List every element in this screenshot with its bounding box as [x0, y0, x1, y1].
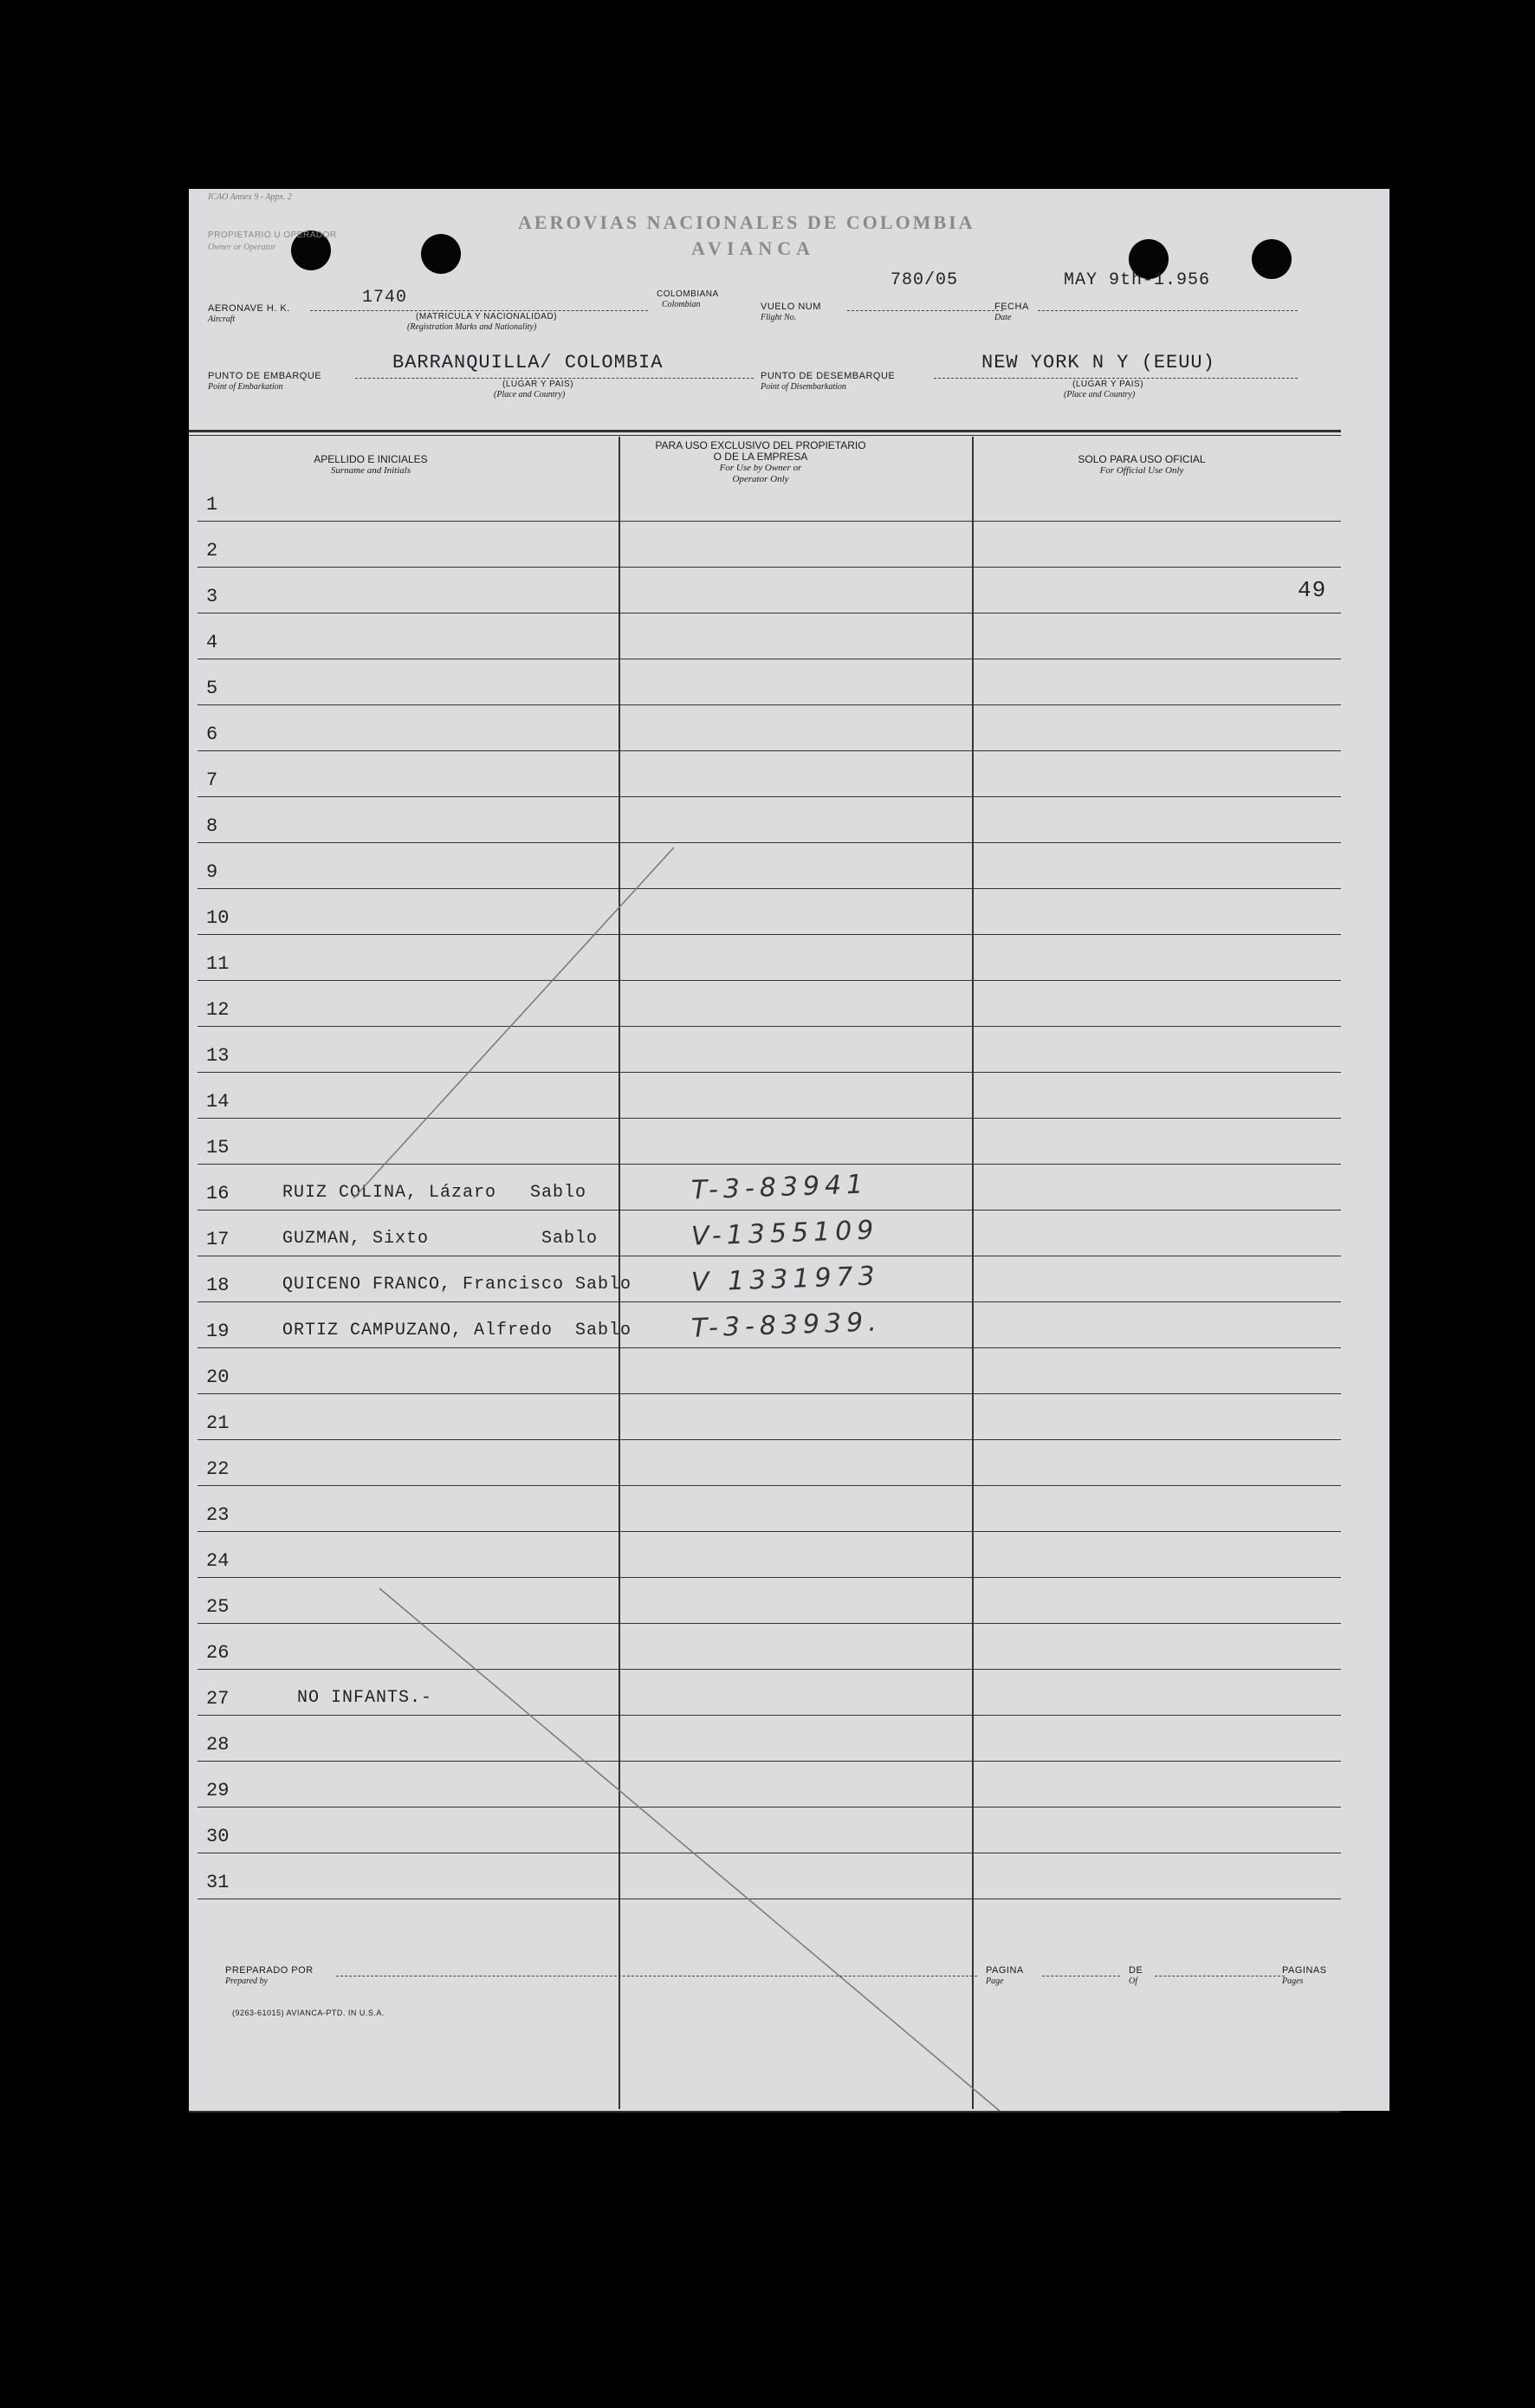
row-number: 23 — [206, 1504, 230, 1526]
row-number: 5 — [206, 678, 218, 699]
aircraft-label: AERONAVE H. K. — [208, 303, 290, 314]
airline-brand: AVIANCA — [691, 237, 816, 259]
official-use-entry: 49 — [1298, 577, 1327, 603]
row-number: 29 — [206, 1780, 230, 1801]
of-label: DE — [1129, 1965, 1143, 1976]
col1-sub: Surname and Initials — [330, 465, 411, 476]
row-number: 28 — [206, 1734, 230, 1756]
row-number: 8 — [206, 815, 218, 837]
row-number: 22 — [206, 1458, 230, 1480]
passenger-name: ORTIZ CAMPUZANO, Alfredo Sablo — [282, 1321, 632, 1340]
place2-label: (LUGAR Y PAIS) — [1072, 380, 1144, 389]
footer-rule — [189, 2111, 1341, 2113]
row-number: 9 — [206, 861, 218, 883]
pages-label: PAGINAS — [1282, 1965, 1327, 1976]
row-number: 17 — [206, 1229, 230, 1250]
row-number: 25 — [206, 1596, 230, 1618]
disembark-label: PUNTO DE DESEMBARQUE — [761, 371, 896, 381]
row-number: 1 — [206, 494, 218, 516]
row-number: 21 — [206, 1412, 230, 1434]
col3-title: SOLO PARA USO OFICIAL — [1078, 453, 1206, 465]
passenger-name: GUZMAN, Sixto Sablo — [282, 1229, 599, 1249]
owner-label: PROPIETARIO U OPERADOR — [208, 230, 337, 240]
page-label: PAGINA — [986, 1965, 1024, 1976]
passenger-name: QUICENO FRANCO, Francisco Sablo — [282, 1275, 632, 1295]
date-sub: Date — [994, 313, 1012, 322]
registration-label: (MATRICULA Y NACIONALIDAD) — [416, 312, 558, 321]
place-label: (LUGAR Y PAIS) — [502, 380, 574, 389]
flight-value: 780/05 — [891, 270, 959, 290]
col2-sub: For Use by Owner or Operator Only — [719, 463, 802, 484]
embark-label: PUNTO DE EMBARQUE — [208, 371, 322, 381]
row-number: 2 — [206, 540, 218, 561]
row-number: 26 — [206, 1642, 230, 1664]
disembark-value: NEW YORK N Y (EEUU) — [981, 352, 1215, 373]
row-number: 14 — [206, 1091, 230, 1113]
row-number: 13 — [206, 1045, 230, 1067]
embark-sub: Point of Embarkation — [208, 382, 283, 392]
row-number: 16 — [206, 1183, 230, 1204]
flight-label: VUELO NUM — [761, 302, 821, 312]
print-code: (9263-61015) AVIANCA-PTD. IN U.S.A. — [232, 2009, 385, 2017]
owner-use-entry: V-1355109 — [690, 1215, 879, 1252]
place-sub: (Place and Country) — [494, 390, 566, 399]
manifest-page — [189, 189, 1389, 2111]
row-number: 11 — [206, 953, 230, 975]
form-code: ICAO Annex 9 - Appx. 2 — [208, 192, 292, 202]
owner-use-entry: T-3-83941 — [690, 1169, 869, 1206]
nationality-sub: Colombian — [662, 300, 701, 309]
pages-sub: Pages — [1282, 1976, 1304, 1986]
row-number: 27 — [206, 1688, 230, 1710]
place2-sub: (Place and Country) — [1064, 390, 1136, 399]
row-number: 6 — [206, 724, 218, 745]
of-sub: Of — [1129, 1976, 1137, 1986]
passenger-name: RUIZ COLINA, Lázaro Sablo — [282, 1183, 587, 1203]
airline-name: AEROVIAS NACIONALES DE COLOMBIA — [518, 211, 975, 233]
row-number: 20 — [206, 1366, 230, 1388]
owner-use-entry: V 1331973 — [690, 1261, 881, 1298]
embark-value: BARRANQUILLA/ COLOMBIA — [392, 352, 664, 373]
aircraft-sub: Aircraft — [208, 315, 236, 324]
date-label: FECHA — [994, 302, 1029, 312]
date-value: MAY 9th-1.956 — [1064, 270, 1211, 290]
cancel-strike — [189, 189, 1389, 2111]
row-number: 7 — [206, 769, 218, 791]
flight-sub: Flight No. — [761, 313, 797, 322]
row-number: 4 — [206, 632, 218, 653]
row-number: 24 — [206, 1550, 230, 1572]
prepared-sub: Prepared by — [225, 1976, 268, 1986]
row-number: 18 — [206, 1275, 230, 1296]
row-number: 31 — [206, 1872, 230, 1893]
col1-title: APELLIDO E INICIALES — [314, 453, 428, 465]
nationality-label: COLOMBIANA — [657, 289, 719, 299]
disembark-sub: Point of Disembarkation — [761, 382, 846, 392]
cancel-strike-line — [353, 847, 674, 1198]
row-number: 3 — [206, 586, 218, 607]
row-number: 10 — [206, 907, 230, 929]
row-number: 15 — [206, 1137, 230, 1159]
prepared-label: PREPARADO POR — [225, 1965, 314, 1976]
aircraft-value: 1740 — [362, 288, 408, 308]
row-number: 19 — [206, 1321, 230, 1342]
cancel-strike-line — [379, 1588, 1094, 2111]
passenger-name: NO INFANTS.- — [297, 1688, 433, 1708]
page-sub: Page — [986, 1976, 1004, 1986]
registration-sub: (Registration Marks and Nationality) — [407, 322, 537, 332]
row-number: 12 — [206, 999, 230, 1021]
col3-sub: For Official Use Only — [1099, 465, 1184, 476]
owner-use-entry: T-3-83939. — [690, 1307, 883, 1344]
row-number: 30 — [206, 1826, 230, 1847]
col2-title: PARA USO EXCLUSIVO DEL PROPIETARIO O DE LA EMPRESA — [655, 439, 866, 463]
owner-sub: Owner or Operator — [208, 243, 276, 252]
